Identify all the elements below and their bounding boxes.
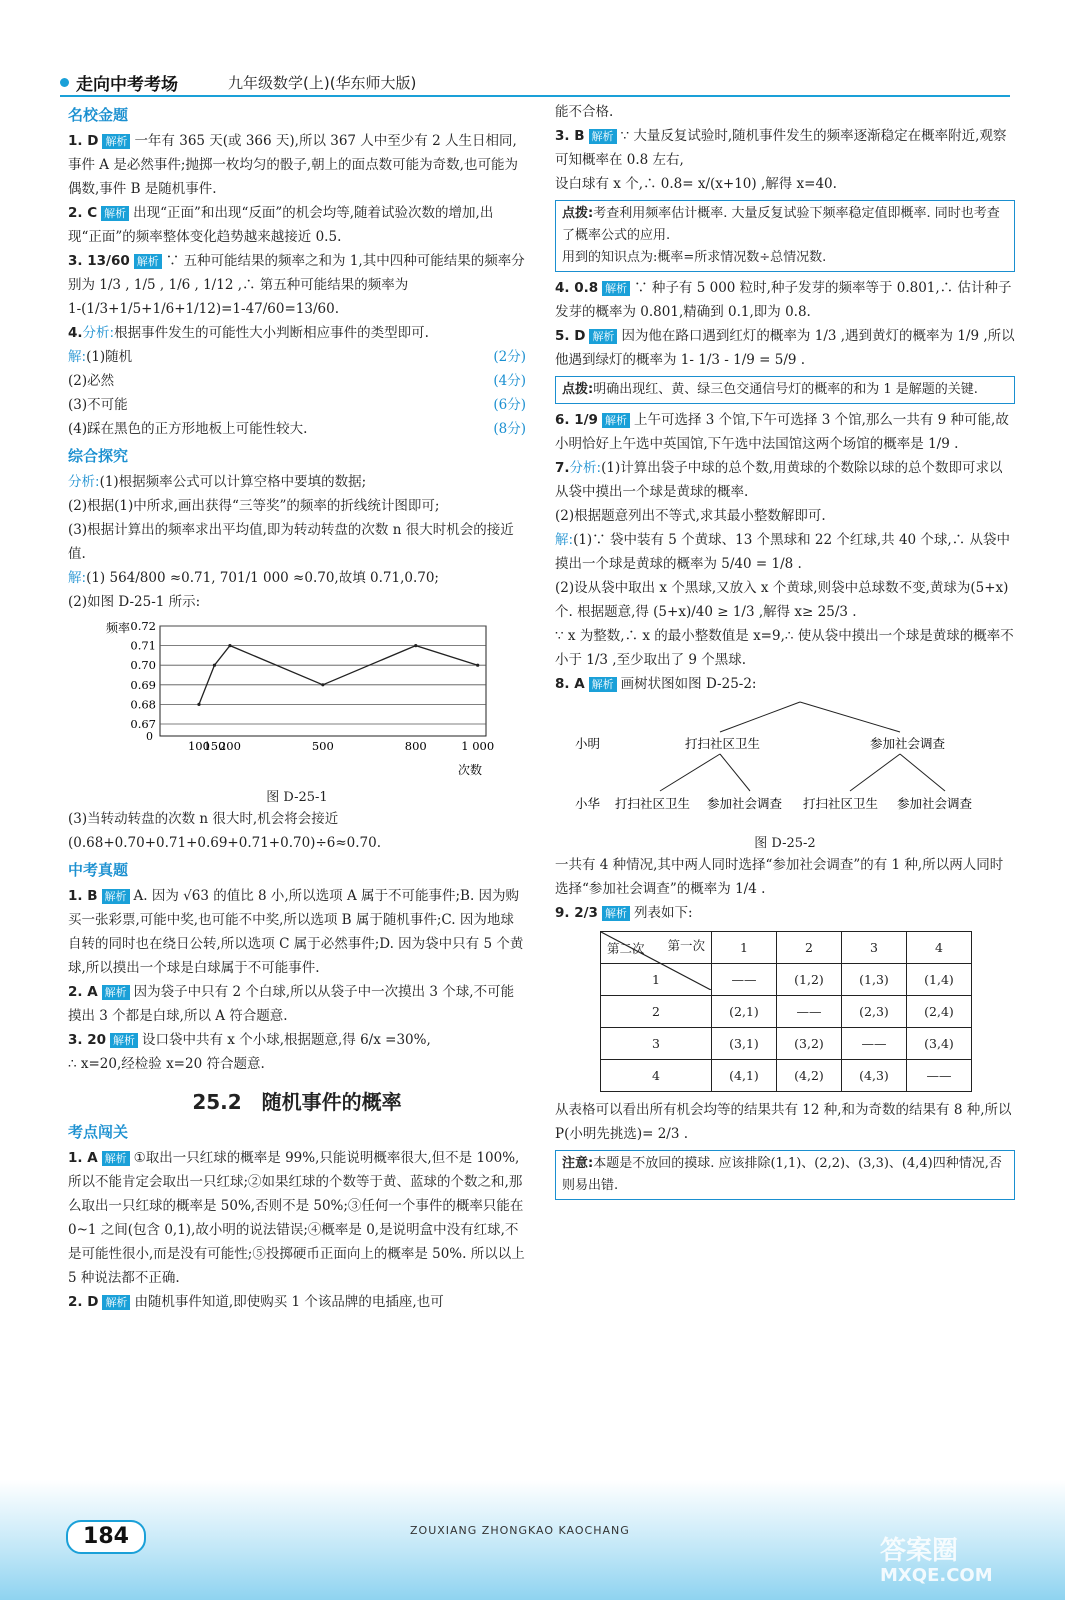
data-point [321,683,324,686]
table-cell: —— [777,996,842,1028]
tip-box [555,376,1015,404]
answer-text: ∴ x=20,经检验 x=20 符合题意. [68,1056,265,1072]
score-text: (1)随机 [86,349,133,365]
tree-node: 参加社会调查 [870,736,946,751]
answer-text: ∵ 种子有 5 000 粒时,种子发芽的频率等于 0.801,∴ 估计种子发芽的概率为 0.801,精确到 0.1,即为 0.8. [555,280,1012,320]
answer-text: 从表格可以看出所有机会均等的结果共有 12 种,和为奇数的结果有 8 种,所以 P(小明先挑选)= 2/3 . [555,1102,1012,1142]
data-point [197,703,200,706]
tree-row-label: 小明 [575,736,601,751]
tip-text: 明确出现红、黄、绿三色交通信号灯的概率的和为 1 是解题的关键. [593,382,978,397]
y-tick-label: 0.71 [130,638,156,653]
score-value: (8分) [493,421,526,437]
x-axis-label: 次数 [458,763,483,777]
table-cell: (3,2) [777,1028,842,1060]
table-cell: (1,2) [777,964,842,996]
score-line [68,417,526,441]
answer-text: ∵ 大量反复试验时,随机事件发生的频率逐渐稳定在概率附近,观察可知概率在 0.8 左右, [555,128,1007,168]
answer-text: (2)设从袋中取出 x 个黑球,又放入 x 个黄球,则袋中总球数不变,黄球为(5+x)个. 根据题意,得 (5+x)/40 ≥ 1/3 ,解得 x≥ 25/3 . [555,580,1009,620]
answer-item [68,980,526,1028]
analysis-label: 分析: [68,474,100,490]
data-point [476,664,479,667]
tree-node: 打扫社区卫生 [803,796,879,811]
tip-label: 点拨: [562,206,594,221]
footer-text: ZOUXIANG ZHONGKAO KAOCHANG [410,1524,630,1537]
answer-text: (3)根据计算出的频率求出平均值,即为转动转盘的次数 n 很大时机会的接近值. [68,522,514,562]
line-chart [68,614,508,784]
analysis-tag: 解析 [134,254,162,269]
answer-number: 3. 20 [68,1032,107,1048]
answer-text: ∵ 五种可能结果的频率之和为 1,其中四种可能结果的频率分别为 1/3 , 1/5 , 1/6 , 1/12 ,∴ 第五种可能结果的频率为 [68,253,525,293]
table-cell: (1,3) [842,964,907,996]
analysis-label: 分析: [569,460,602,476]
analysis-tag: 解析 [589,677,617,692]
answer-text: (3)当转动转盘的次数 n 很大时,机会将会接近(0.68+0.70+0.71+0.69+0.71+0.70)÷6≈0.70. [68,811,382,851]
answer-item [68,884,526,980]
answer-text: ①取出一只红球的概率是 99%,只能说明概率很大,但不是 100%,所以不能肯定会取出一只红球;②如果红球的个数等于黄、蓝球的个数之和,那么取出一只红球的概率是 50%,否则不是 50%;③任何一个事件的概率只能在 0~1 之间(包含 0,1),故小明的说法错误;④概率是 0,是说明盒中没有红球,不是可能性很小,而是没有可能性;⑤投掷硬币正面向上的概率是 50%. 所以以上 5 种说法都不正确. [68,1150,525,1286]
answer-text: ∵ x 为整数,∴ x 的最小整数值是 x=9,∴ 使从袋中摸出一个球是黄球的概率不小于 1/3 ,至少取出了 9 个黑球. [555,628,1014,668]
column-header: 3 [842,932,907,964]
answer-item [555,528,1015,576]
answer-item [68,321,526,345]
table-cell: —— [842,1028,907,1060]
answer-number: 8. A [555,676,585,692]
x-tick-label: 200 [218,739,241,753]
answer-item [68,1028,526,1052]
answer-item [68,201,526,249]
table-corner [601,932,712,964]
header-rule [60,95,1010,97]
score-value: (4分) [493,373,526,389]
tip-text: 考查利用频率估计概率. 大量反复试验下频率稳定值即概率. 同时也考查了概率公式的应用. [562,206,1000,243]
tree-diagram [555,696,995,826]
answer-item [68,129,526,201]
answer-text: 一共有 4 种情况,其中两人同时选择“参加社会调查”的有 1 种,所以两人同时选择“参加社会调查”的概率为 1/4 . [555,857,1004,897]
brand-title: 走向中考考场 [76,75,178,95]
score-text: (4)踩在黑色的正方形地板上可能性较大. [68,421,308,437]
solution-label: 解: [68,349,87,365]
score-value: (6分) [493,397,526,413]
answer-item [68,1290,526,1314]
right-column [555,100,1015,1204]
score-line [68,369,526,393]
frequency-chart [68,614,526,784]
score-value: (2分) [493,349,526,365]
section-title: 综合探究 [68,447,129,465]
answer-text: 因为他在路口遇到红灯的概率为 1/3 ,遇到黄灯的概率为 1/9 ,所以他遇到绿灯的概率为 1- 1/3 - 1/9 = 5/9 . [555,328,1015,368]
tip-text: 用到的知识点为:概率=所求情况数÷总情况数. [562,250,827,265]
answer-number: 4. 0.8 [555,280,599,296]
data-point [414,644,417,647]
y-axis-label: 频率 [106,621,131,635]
note-box [555,1150,1015,1200]
answer-text: (1)∵ 袋中装有 5 个黄球、13 个黑球和 22 个红球,共 40 个球,∴ 从袋中摸出一个球是黄球的概率为 5/40 = 1/8 . [555,532,1011,572]
analysis-tag: 解析 [102,889,130,904]
table-cell: (2,3) [842,996,907,1028]
watermark-logo: 答案圈 [880,1536,959,1566]
answer-item [555,672,1015,696]
section-title: 名校金题 [68,106,129,124]
answer-text: 因为袋子中只有 2 个白球,所以从袋子中一次摸出 3 个球,不可能摸出 3 个都是白球,所以 A 符合题意. [68,984,515,1024]
x-tick-label: 100 [187,739,210,753]
y-tick-label: 0.72 [130,619,156,633]
tip-box [555,200,1015,272]
answer-item [68,566,526,590]
y-tick-label: 0.70 [130,658,156,673]
table-cell: —— [712,964,777,996]
analysis-label: 分析: [82,325,115,341]
answer-text: 能不合格. [555,104,614,120]
column-header: 2 [777,932,842,964]
figure-caption: 图 D-25-2 [754,836,816,851]
answer-text: A. 因为 √63 的值比 8 小,所以选项 A 属于不可能事件;B. 因为购买一张彩票,可能中奖,也可能不中奖,所以选项 B 属于随机事件;C. 因为地球自转的同时也在绕日公转,所以选项 C 属于必然事件;D. 因为袋中只有 5 个黄球,所以摸出一个球是白球属于不可能事件. [68,888,524,976]
analysis-tag: 解析 [589,329,617,344]
answer-item [68,1146,526,1290]
table-cell: 3 [601,1028,712,1060]
section-title: 考点闯关 [68,1123,129,1141]
answer-number: 1. A [68,1150,98,1166]
answer-item [555,124,1015,172]
answer-number: 2. A [68,984,98,1000]
score-text: (2)必然 [68,373,115,389]
solution-label: 解: [68,570,87,586]
answer-text: 设口袋中共有 x 个小球,根据题意,得 6/x =30%, [142,1032,431,1048]
tip-label: 点拨: [562,382,594,397]
answer-text: 根据事件发生的可能性大小判断相应事件的类型即可. [114,325,429,341]
answer-number: 2. C [68,205,98,221]
x-tick-label: 1 000 [461,739,495,753]
answer-text: 列表如下: [633,905,693,921]
answer-text: 由随机事件知道,即使购买 1 个该品牌的电插座,也可 [134,1294,444,1310]
answer-text: (2)如图 D-25-1 所示: [68,594,201,610]
watermark-url: MXQE.COM [880,1565,993,1586]
analysis-tag: 解析 [602,906,630,921]
answer-number: 2. D [68,1294,99,1310]
answer-item [555,324,1015,372]
table-cell: (3,1) [712,1028,777,1060]
analysis-tag: 解析 [602,281,630,296]
score-line [68,345,526,369]
origin-label: 0 [146,730,153,743]
tree-node: 参加社会调查 [707,796,783,811]
score-text: (3)不可能 [68,397,128,413]
answer-number: 3. B [555,128,585,144]
answer-text: 上午可选择 3 个馆,下午可选择 3 个馆,那么一共有 9 种可能,故小明恰好上午选中英国馆,下午选中法国馆这两个场馆的概率是 1/9 . [555,412,1009,452]
answer-item [555,408,1015,456]
tree-node: 参加社会调查 [897,796,973,811]
answer-number: 7. [555,460,570,476]
table-cell: 4 [601,1060,712,1092]
left-column [68,100,526,1314]
answer-item [68,249,526,297]
analysis-tag: 解析 [101,206,129,221]
table-cell: (2,4) [907,996,972,1028]
tree-branch [660,754,720,791]
formula-line: 1-(1/3+1/5+1/6+1/12)=1-47/60=13/60. [68,301,339,317]
analysis-tag: 解析 [589,129,617,144]
column-header: 4 [907,932,972,964]
section-title: 中考真题 [68,861,129,879]
table-cell: (4,3) [842,1060,907,1092]
table-cell: 1 [601,964,712,996]
analysis-tag: 解析 [102,985,130,1000]
answer-number: 4. [68,325,83,341]
table-row [601,996,972,1028]
answer-text: (2)根据(1)中所求,画出获得“三等奖”的频率的折线统计图即可; [68,498,440,514]
tree-node: 打扫社区卫生 [615,796,691,811]
answer-text: (1)根据频率公式可以计算空格中要填的数据; [99,474,367,490]
column-axis-label: 第一次 [667,938,705,953]
table-header-row [601,932,972,964]
answer-text: (2)根据题意列出不等式,求其最小整数解即可. [555,508,826,524]
y-tick-label: 0.69 [130,677,156,692]
x-tick-label: 500 [311,739,334,753]
answer-number: 9. 2/3 [555,905,598,921]
note-text: 本题是不放回的摸球. 应该排除(1,1)、(2,2)、(3,3)、(4,4)四种情况,否则易出错. [562,1156,1002,1193]
answer-number: 5. D [555,328,586,344]
page-number: 184 [66,1520,146,1554]
table-cell: (3,4) [907,1028,972,1060]
answer-number: 3. 13/60 [68,253,130,269]
score-line [68,393,526,417]
answer-item [555,901,1015,925]
tree-branch [850,754,900,791]
table-cell: (2,1) [712,996,777,1028]
tree-row-label: 小华 [575,796,601,811]
answer-text: (1) 564/800 ≈0.71, 701/1 000 ≈0.70,故填 0.71,0.70; [86,570,439,586]
answer-text: 出现“正面”和出现“反面”的机会均等,随着试验次数的增加,出现“正面”的频率整体变化趋势越来越接近 0.5. [68,205,494,245]
analysis-tag: 解析 [102,1151,130,1166]
tree-branch [900,754,945,791]
frequency-line [199,646,478,705]
row-axis-label: 第二次 [607,941,645,956]
table-cell: (4,2) [777,1060,842,1092]
answer-text: 一年有 365 天(或 366 天),所以 367 人中至少有 2 人生日相同,事件 A 是必然事件;抛掷一枚均匀的骰子,朝上的面点数可能为奇数,也可能为偶数,事件 B 是随机事件. [68,133,518,197]
analysis-tag: 解析 [110,1033,138,1048]
x-tick-label: 800 [404,739,427,753]
table-cell: (1,4) [907,964,972,996]
y-tick-label: 0.67 [130,717,156,731]
table-row [601,1060,972,1092]
bullet-icon [60,78,69,87]
analysis-tag: 解析 [102,1295,130,1310]
note-label: 注意: [562,1156,594,1171]
column-header: 1 [712,932,777,964]
page-header [60,70,1010,98]
answer-item [68,470,526,494]
solution-label: 解: [555,532,574,548]
tree-branch [720,702,800,732]
answer-item [555,456,1015,504]
answer-text: 画树状图如图 D-25-2: [620,676,757,692]
analysis-tag: 解析 [102,134,130,149]
book-subtitle: 九年级数学(上)(华东师大版) [228,74,417,92]
analysis-tag: 解析 [602,413,630,428]
x-tick-label: 150 [203,739,226,753]
data-point [228,644,231,647]
answer-number: 6. 1/9 [555,412,598,428]
tree-branch [720,754,750,791]
table-cell: (4,1) [712,1060,777,1092]
table-cell: 2 [601,996,712,1028]
answer-text: (1)计算出袋子中球的总个数,用黄球的个数除以球的总个数即可求以从袋中摸出一个球是黄球的概率. [555,460,1003,500]
table-cell: —— [907,1060,972,1092]
answer-text: 设白球有 x 个,∴ 0.8= x/(x+10) ,解得 x=40. [555,176,837,192]
tree-node: 打扫社区卫生 [685,736,761,751]
answer-item [555,276,1015,324]
answer-number: 1. B [68,888,98,904]
outcome-table [600,931,972,1092]
tree-branch [800,702,900,732]
chapter-heading: 25.2 随机事件的概率 [192,1090,402,1114]
table-row [601,1028,972,1060]
answer-number: 1. D [68,133,99,149]
y-tick-label: 0.68 [130,697,156,712]
data-point [213,664,216,667]
figure-caption: 图 D-25-1 [266,790,328,805]
